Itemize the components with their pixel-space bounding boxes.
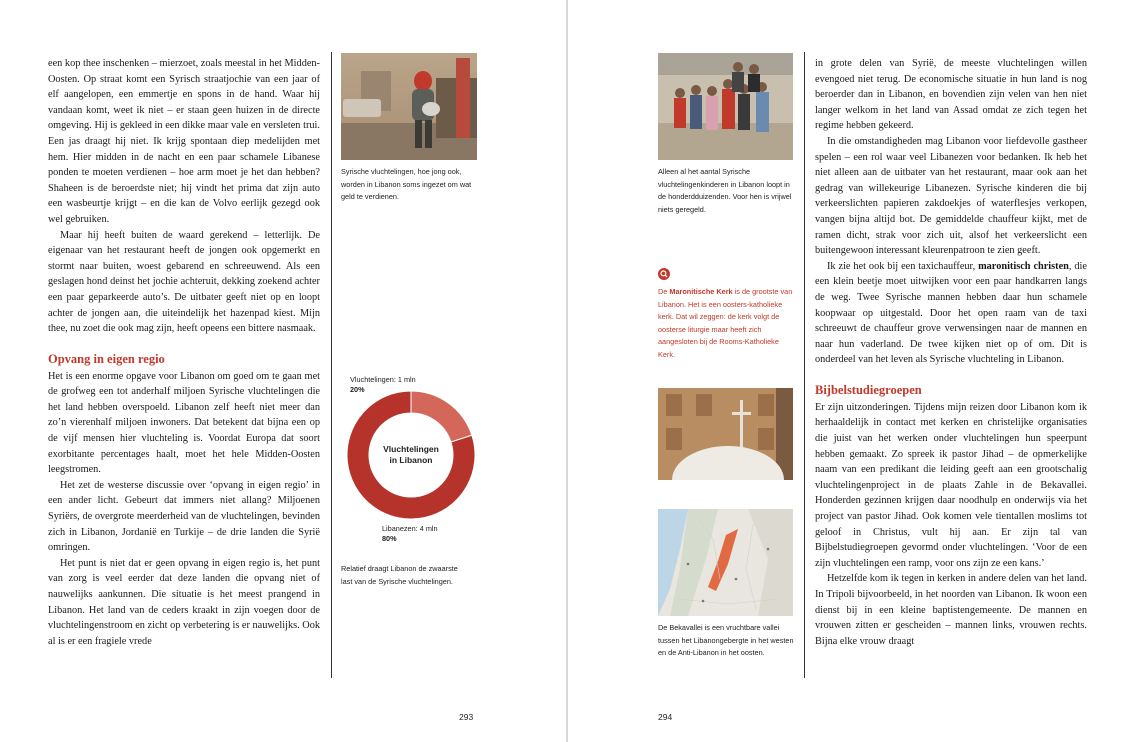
note-bold: Maronitische Kerk — [669, 287, 733, 296]
donut-chart — [344, 388, 478, 522]
column-rule — [804, 52, 805, 678]
paragraph: In die omstandigheden mag Libanon voor liefdevolle gastheer spelen – een rol waar veel Libanezen voor bedanken. Ik heb het niet alleen aan de uitbater van het restaurant, maar ook aan het gedrag van willekeurige Libanezen. Syrische kinderen die bij verkeerslichten papieren zakdoekjes of waterflesjes verkopen, vangen bijna altijd bot. De gemiddelde chauffeur kijkt, met de ramen dicht, strak voor zich uit, alsof het verkeerslicht een buitengewoon interessant kleurenpatroon te zien geeft. — [815, 135, 1087, 257]
section-heading: Opvang in eigen regio — [48, 351, 165, 366]
book-spine — [566, 0, 568, 742]
section-heading: Bijbelstudiegroepen — [815, 382, 922, 397]
left-main-column — [48, 56, 320, 649]
note-prefix: De — [658, 287, 670, 296]
chart-slice-pct: 20% — [350, 385, 365, 394]
children-photo — [658, 53, 793, 160]
note-rest: is de grootste van Libanon. Het is een oosters-katholieke kerk. Dat wil zeggen: de kerk volgt de oosterse liturgie maar heeft zich aangesloten bij de Rooms-Katholieke Kerk. — [658, 287, 793, 359]
photo-caption: Syrische vluchtelingen, hoe jong ook, worden in Libanon soms ingezet om wat geld te verdienen. — [341, 167, 472, 202]
paragraph — [815, 259, 1087, 368]
page-number: 294 — [658, 712, 673, 722]
chart-slice-pct: 80% — [382, 534, 397, 543]
children-caption: Alleen al het aantal Syrische vluchtelingenkinderen in Libanon loopt in de honderdduizenden. Voor hen is vrijwel niets geregeld. — [658, 167, 792, 214]
text-run: Ik zie het ook bij een taxichauffeur, — [827, 260, 979, 272]
paragraph: in grote delen van Syrië, de meeste vluchtelingen willen evengoed niet terug. De economische situatie in hun land is nog beroerder dan in Libanon, en bovendien zijn velen van hen niet langer welkom in het land van Assad omdat ze zich tegen het regime hebben gekeerd. — [815, 58, 1087, 132]
text-run-bold: maronitisch christen — [978, 260, 1069, 272]
paragraph: Het is een enorme opgave voor Libanon om goed om te gaan met de grofweg een tot anderhalf miljoen Syrische vluchtelingen die het land hebben overspoeld. Libanon zelf heeft niet meer dan zo’n vierenhalf miljoen inwoners. Dat betekent dat bijna een op de vijf mensen hier vluchteling is. Voordat Europa dat soort exorbitante percentages haalt, moet het hele Midden-Oosten leegstromen. — [48, 370, 320, 476]
paragraph: Hetzelfde kom ik tegen in kerken in andere delen van het land. In Tripoli bijvoorbeeld, in het noorden van Libanon. Ik woon een dienst bij in een kleine baptistengemeente. De mannen en vrouwen zitten er gescheiden – mannen links, vrouwen rechts. Bijna elke vrouw draagt — [815, 573, 1087, 647]
paragraph: een kop thee inschenken – mierzoet, zoals meestal in het Midden-Oosten. Op straat komt een Syrisch straatjochie van een jaar of elf aangelopen, een emmertje en spons in de hand. Waar hij vandaan komt, weet ik niet – er staan geen huizen in de directe omgeving. Hij is gekleed in een dikke maar vale en versleten trui. Een jas draagt hij niet. Ik krijg spontaan diep medelijden met hem. Hier midden in de nacht en een paar schamele Libanese ponden te moeten verdienen – hoe arm moet je het dan hebben? Shaheen is de beroerdste niet; hij vindt het prima dat zijn auto een wasbeurtje krijgt – en die kan de Volvo eerlijk gezegd ook wel gebruiken. — [48, 58, 320, 225]
right-main-column — [815, 56, 1087, 649]
chart-title-line: in Libanon — [389, 455, 433, 465]
chart-title-line: Vluchtelingen — [383, 444, 439, 454]
search-icon — [658, 268, 670, 280]
map-image — [658, 509, 793, 616]
text-run: , die een klein beetje moet uitwijken voor een paar handkarren langs de weg. Twee Syrische mannen hebben daar hun schamele koopwaar op uitgestald. Door het open raam van de taxi schreeuwt de chauffeur grove verwensingen naar de mannen en naar hun vaderland. De twee kijken niet op of om. Dit is onderdeel van het leven als Syrische vluchteling in Libanon. — [815, 260, 1087, 366]
paragraph: Het zet de westerse discussie over ‘opvang in eigen regio’ in een ander licht. Gebeurt dat immers niet allang? Miljoenen Syriërs, de overgrote meerderheid van de vluchtelingen, bevinden zich in Libanon, Jordanië en Turkije – de drie landen die Syrië omringen. — [48, 479, 320, 554]
page-number: 293 — [459, 712, 474, 722]
paragraph: Het punt is niet dat er geen opvang in eigen regio is, het punt van zorg is veel eerder dat deze landen die opvang niet of nauwelijks aankunnen. Die situatie is het meest prangend in Libanon. Het land van de ceders kraakt in zijn voegen door de vluchtelingenstroom en zicht op verbetering is er nauwelijks. Ook al is er een fragiele vrede — [48, 557, 320, 647]
church-photo — [658, 388, 793, 480]
boy-photo — [341, 53, 477, 160]
donut-slice-0 — [411, 391, 472, 442]
column-rule — [331, 52, 332, 678]
chart-slice-label: Libanezen: 4 mln — [382, 524, 438, 533]
chart-caption: Relatief draagt Libanon de zwaarste last van de Syrische vluchtelingen. — [341, 564, 458, 586]
maronite-note — [658, 286, 794, 362]
paragraph: Maar hij heeft buiten de waard gerekend – letterlijk. De eigenaar van het restaurant heeft de jongen ook opgemerkt en stormt naar buiten, woest gebarend en schreeuwend. Als een geslagen hond deinst het jochie achteruit, dekking zoekend achter een paar geparkeerde auto’s. De uitbater geeft niet op en loopt achter de jongen aan, die uiteindelijk het hazenpad kiest. Mijn thee, nu zoet die ook mag zijn, heeft opeens een bittere nasmaak. — [48, 229, 320, 335]
chart-slice-label: Vluchtelingen: 1 mln — [350, 375, 416, 384]
paragraph: Er zijn uitzonderingen. Tijdens mijn reizen door Libanon kom ik herhaaldelijk in contact met kerken en christelijke organisaties die juist van het werken onder vluchtelingen hun speerpunt hebben gemaakt. Zo spreek ik pastor Jihad – de opmerkelijke naam van een predikant die leiding geeft aan een grootschalig vluchtelingenproject in de plaats Zahle in de Bekavallei. Honderden gezinnen krijgen daar noodhulp en onderwijs via het project van pastor Jihad. Ook komen vele tientallen moslims tot geloof in Christus, vult hij aan. Er zijn tal van Bijbelstudiegroepen gevormd onder vluchtelingen. ‘Voor de een zijn vluchtelingen een ramp, voor ons zijn ze een kans.’ — [815, 401, 1087, 569]
map-caption: De Bekavallei is een vruchtbare vallei tussen het Libanongebergte in het westen en de Anti-Libanon in het oosten. — [658, 623, 794, 658]
chart-label-lebanese — [382, 524, 482, 544]
